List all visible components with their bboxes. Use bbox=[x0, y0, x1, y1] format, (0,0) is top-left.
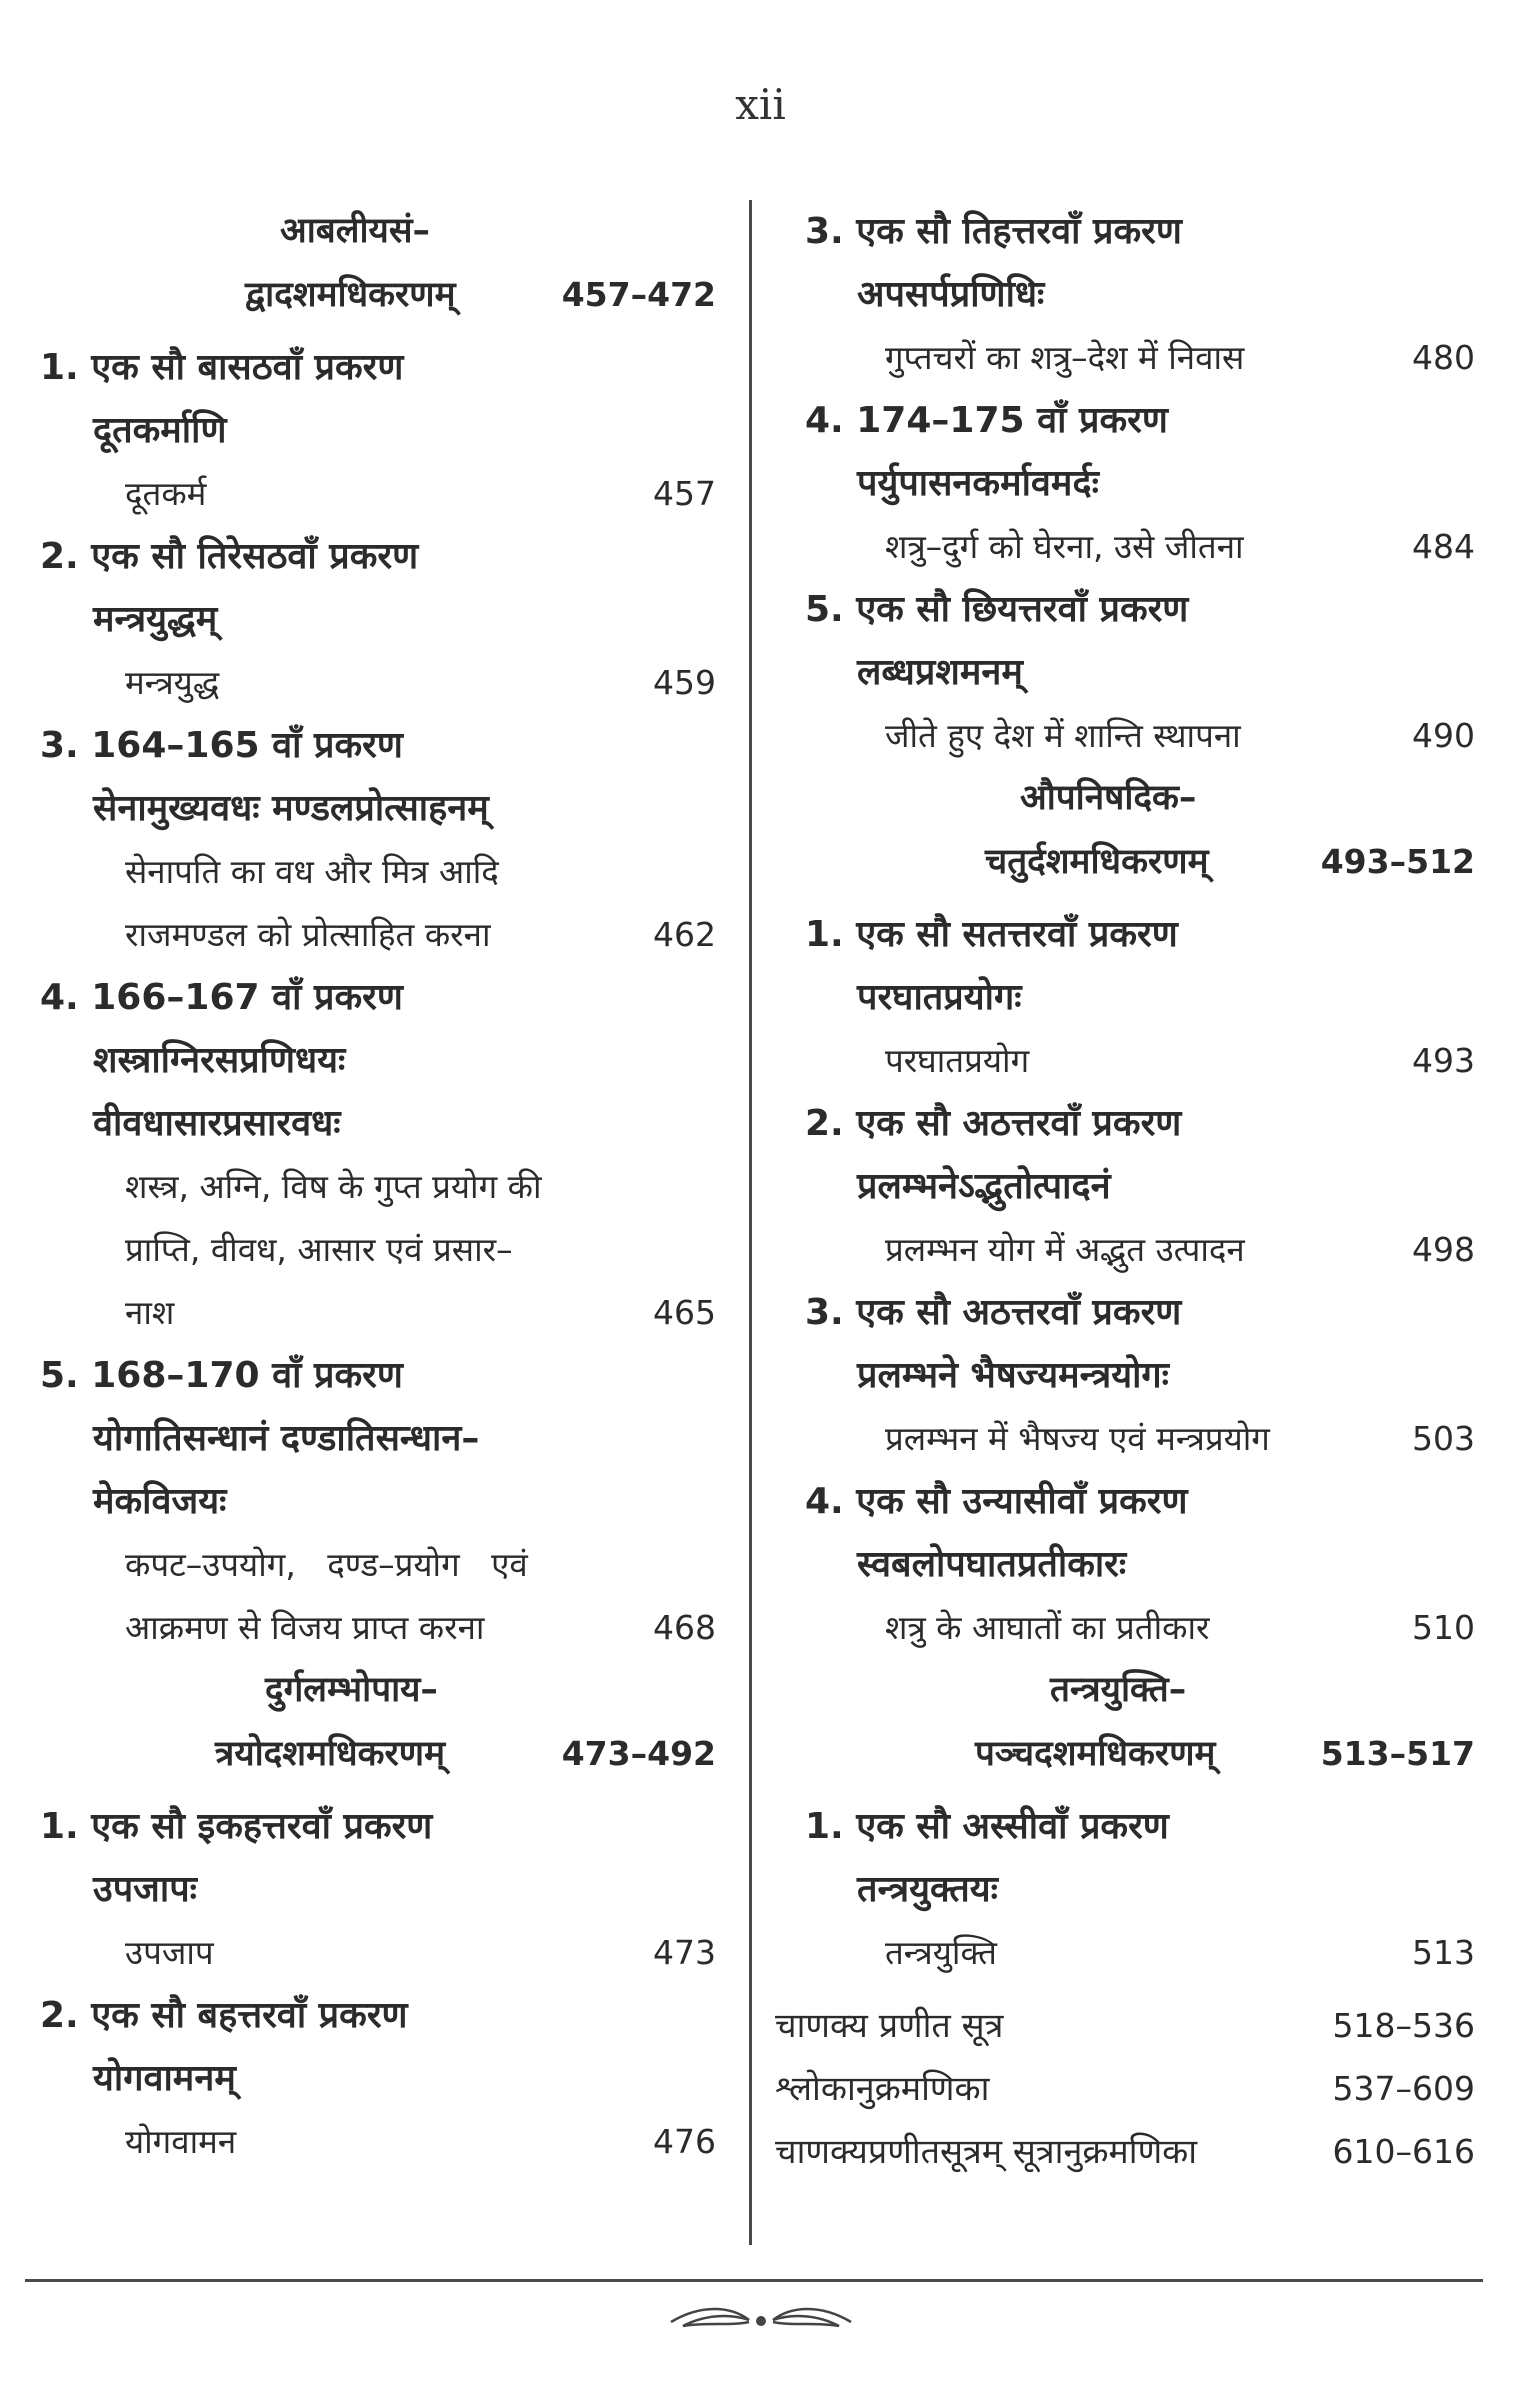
appendix-entry bbox=[775, 1994, 1475, 2057]
toc-entry-title: 3. एक सौ अठत्तरवाँ प्रकरण bbox=[805, 1292, 1182, 1333]
page-ref: 465 bbox=[653, 1293, 716, 1332]
desc-text: जीते हुए देश में शान्ति स्थापना bbox=[885, 716, 1241, 755]
page-range: 537–609 bbox=[1332, 2069, 1475, 2108]
toc-entry-desc bbox=[40, 1596, 716, 1659]
desc-text: गुप्तचरों का शत्रु–देश में निवास bbox=[885, 338, 1245, 377]
page-ref: 503 bbox=[1412, 1419, 1475, 1458]
appendix-label: चाणक्य प्रणीत सूत्र bbox=[775, 2006, 1004, 2046]
page-ref: 459 bbox=[653, 663, 716, 702]
part-heading bbox=[40, 1722, 716, 1785]
toc-entry-title: 5. 168–170 वाँ प्रकरण bbox=[40, 1355, 403, 1396]
page-range: 473–492 bbox=[561, 1734, 716, 1773]
toc-entry-sanskrit: उपजापः bbox=[93, 1869, 197, 1910]
page-ref: 468 bbox=[653, 1608, 716, 1647]
page-ref: 513 bbox=[1412, 1933, 1475, 1972]
desc-text: मन्त्रयुद्ध bbox=[125, 663, 220, 702]
desc-text: प्रलम्भन योग में अद्भुत उत्पादन bbox=[885, 1230, 1245, 1269]
page-ref: 462 bbox=[653, 915, 716, 954]
toc-entry-title: 2. एक सौ बहत्तरवाँ प्रकरण bbox=[40, 1995, 408, 2036]
part-heading-text: पञ्चदशमधिकरणम् bbox=[975, 1734, 1216, 1774]
page-range: 493–512 bbox=[1320, 842, 1475, 881]
part-heading bbox=[40, 200, 716, 263]
desc-text: प्रलम्भन में भैषज्य एवं मन्त्रप्रयोग bbox=[885, 1419, 1270, 1458]
appendix-entry bbox=[775, 2057, 1475, 2120]
toc-entry-desc bbox=[40, 1921, 716, 1984]
toc-entry-title: 2. एक सौ तिरेसठवाँ प्रकरण bbox=[40, 536, 419, 577]
toc-entry-title: 4. 174–175 वाँ प्रकरण bbox=[805, 400, 1168, 441]
flourish-ornament-icon bbox=[0, 2300, 1521, 2350]
toc-entry-sanskrit: प्रलम्भनेऽद्भुतोत्पादनं bbox=[857, 1166, 1111, 1207]
toc-entry-desc bbox=[775, 515, 1475, 578]
page-range: 513–517 bbox=[1320, 1734, 1475, 1773]
toc-entry-desc bbox=[40, 1281, 716, 1344]
toc-entry-desc: कपट–उपयोग, दण्ड–प्रयोग एवं bbox=[125, 1545, 528, 1584]
toc-entry-sanskrit: लब्धप्रशमनम् bbox=[857, 652, 1023, 693]
toc-entry-sanskrit: अपसर्पप्रणिधिः bbox=[857, 274, 1045, 315]
part-heading bbox=[775, 830, 1475, 893]
page-ref: 510 bbox=[1412, 1608, 1475, 1647]
toc-entry-title: 3. एक सौ तिहत्तरवाँ प्रकरण bbox=[805, 211, 1182, 252]
page-ref: 484 bbox=[1412, 527, 1475, 566]
page-ref: 473 bbox=[653, 1933, 716, 1972]
toc-entry-desc bbox=[775, 1596, 1475, 1659]
part-heading bbox=[775, 1659, 1475, 1722]
toc-entry-sanskrit: मन्त्रयुद्धम् bbox=[93, 599, 218, 640]
part-heading-text: द्वादशमधिकरणम् bbox=[245, 275, 456, 315]
toc-entry-sanskrit: तन्त्रयुक्तयः bbox=[857, 1869, 998, 1910]
bottom-rule bbox=[25, 2279, 1483, 2282]
desc-text: शत्रु–दुर्ग को घेरना, उसे जीतना bbox=[885, 527, 1244, 566]
desc-text: योगवामन bbox=[125, 2122, 237, 2161]
part-heading-text: औपनिषदिक– bbox=[1020, 778, 1197, 818]
part-heading bbox=[40, 263, 716, 326]
part-heading-text: त्रयोदशमधिकरणम् bbox=[215, 1734, 446, 1774]
toc-entry-title: 2. एक सौ अठत्तरवाँ प्रकरण bbox=[805, 1103, 1182, 1144]
page-ref: 457 bbox=[653, 474, 716, 513]
desc-text: राजमण्डल को प्रोत्साहित करना bbox=[125, 915, 491, 954]
toc-entry-title: 4. एक सौ उन्यासीवाँ प्रकरण bbox=[805, 1481, 1188, 1522]
column-divider bbox=[749, 200, 752, 2245]
desc-text: उपजाप bbox=[125, 1933, 214, 1972]
toc-entry-desc bbox=[775, 1029, 1475, 1092]
part-heading-text: तन्त्रयुक्ति– bbox=[1050, 1670, 1187, 1710]
toc-entry-sanskrit: प्रलम्भने भैषज्यमन्त्रयोगः bbox=[857, 1355, 1169, 1396]
toc-entry-sanskrit: मेकविजयः bbox=[93, 1481, 227, 1522]
toc-entry-desc: शस्त्र, अग्नि, विष के गुप्त प्रयोग की bbox=[125, 1167, 542, 1206]
page-ref: 498 bbox=[1412, 1230, 1475, 1269]
page-ref: 480 bbox=[1412, 338, 1475, 377]
part-heading-text: दुर्गलम्भोपाय– bbox=[265, 1670, 438, 1710]
appendix-entry bbox=[775, 2120, 1475, 2183]
appendix-label: श्लोकानुक्रमणिका bbox=[775, 2069, 990, 2109]
page-range: 610–616 bbox=[1332, 2132, 1475, 2171]
toc-right-column bbox=[775, 200, 1475, 2183]
toc-entry-desc bbox=[40, 903, 716, 966]
page-range: 518–536 bbox=[1332, 2006, 1475, 2045]
toc-entry-sanskrit: वीवधासारप्रसारवधः bbox=[93, 1103, 341, 1144]
toc-entry-desc bbox=[40, 651, 716, 714]
toc-entry-desc bbox=[775, 704, 1475, 767]
toc-entry-title: 1. एक सौ बासठवाँ प्रकरण bbox=[40, 347, 404, 388]
toc-entry-sanskrit: पर्युपासनकर्मावमर्दः bbox=[857, 463, 1099, 504]
part-heading-text: चतुर्दशमधिकरणम् bbox=[985, 842, 1209, 882]
part-heading bbox=[40, 1659, 716, 1722]
toc-entry-sanskrit: शस्त्राग्निरसप्रणिधयः bbox=[93, 1040, 346, 1081]
toc-entry-title: 1. एक सौ सतत्तरवाँ प्रकरण bbox=[805, 914, 1178, 955]
toc-entry-title: 4. 166–167 वाँ प्रकरण bbox=[40, 977, 403, 1018]
desc-text: शत्रु के आघातों का प्रतीकार bbox=[885, 1608, 1210, 1647]
toc-entry-sanskrit: स्वबलोपघातप्रतीकारः bbox=[857, 1544, 1127, 1585]
toc-entry-desc bbox=[775, 1921, 1475, 1984]
page-number: xii bbox=[735, 80, 786, 129]
page-ref: 476 bbox=[653, 2122, 716, 2161]
appendix-label: चाणक्यप्रणीतसूत्रम् सूत्रानुक्रमणिका bbox=[775, 2132, 1198, 2172]
toc-entry-title: 1. एक सौ इकहत्तरवाँ प्रकरण bbox=[40, 1806, 433, 1847]
toc-entry-desc bbox=[40, 2110, 716, 2173]
toc-entry-desc bbox=[775, 1407, 1475, 1470]
desc-text: आक्रमण से विजय प्राप्त करना bbox=[125, 1608, 485, 1647]
toc-entry-desc bbox=[40, 462, 716, 525]
part-heading-text: आबलीयसं– bbox=[280, 211, 431, 251]
page-range: 457–472 bbox=[561, 275, 716, 314]
toc-entry-desc: प्राप्ति, वीवध, आसार एवं प्रसार– bbox=[125, 1230, 513, 1269]
page-ref: 493 bbox=[1412, 1041, 1475, 1080]
toc-left-column bbox=[40, 200, 716, 2173]
desc-text: नाश bbox=[125, 1293, 175, 1332]
toc-entry-desc bbox=[775, 326, 1475, 389]
desc-text: परघातप्रयोग bbox=[885, 1041, 1030, 1080]
toc-entry-desc bbox=[775, 1218, 1475, 1281]
part-heading bbox=[775, 1722, 1475, 1785]
toc-entry-title: 3. 164–165 वाँ प्रकरण bbox=[40, 725, 403, 766]
flourish-svg bbox=[661, 2300, 861, 2340]
part-heading bbox=[775, 767, 1475, 830]
toc-entry-desc: सेनापति का वध और मित्र आदि bbox=[125, 852, 499, 891]
toc-entry-sanskrit: योगवामनम् bbox=[93, 2058, 236, 2099]
desc-text: तन्त्रयुक्ति bbox=[885, 1933, 997, 1972]
toc-entry-sanskrit: सेनामुख्यवधः मण्डलप्रोत्साहनम् bbox=[93, 788, 489, 829]
toc-entry-sanskrit: योगातिसन्धानं दण्डातिसन्धान– bbox=[93, 1418, 480, 1459]
page-ref: 490 bbox=[1412, 716, 1475, 755]
toc-entry-title: 1. एक सौ अस्सीवाँ प्रकरण bbox=[805, 1806, 1169, 1847]
toc-entry-title: 5. एक सौ छियत्तरवाँ प्रकरण bbox=[805, 589, 1189, 630]
desc-text: दूतकर्म bbox=[125, 474, 207, 513]
toc-entry-sanskrit: दूतकर्माणि bbox=[93, 410, 227, 451]
toc-entry-sanskrit: परघातप्रयोगः bbox=[857, 977, 1022, 1018]
